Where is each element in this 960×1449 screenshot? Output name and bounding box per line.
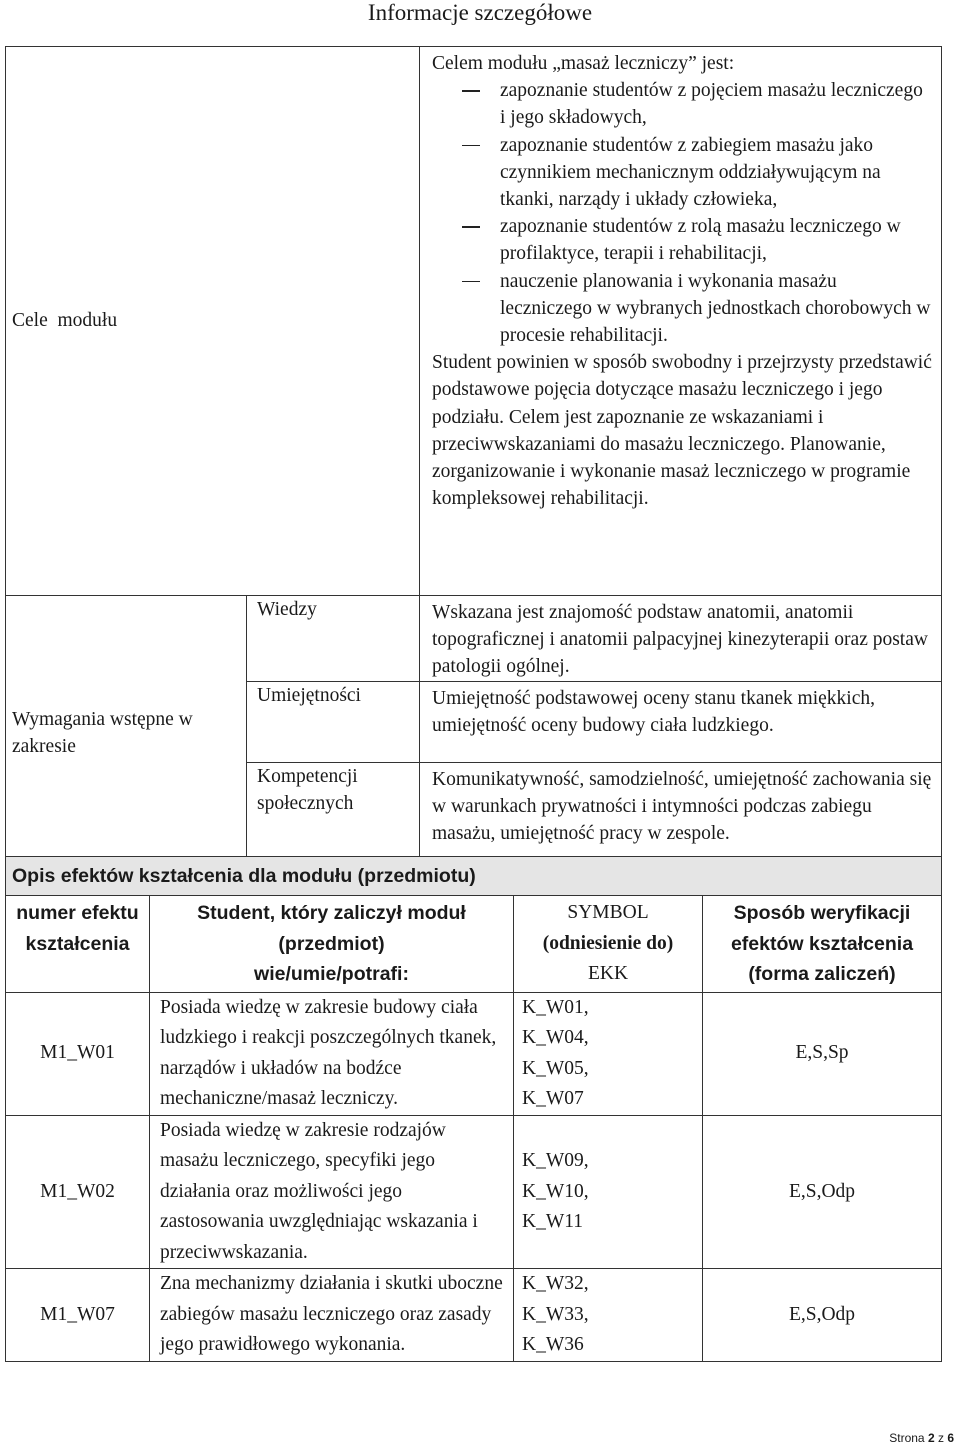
- outcome-verification: E,S,Odp: [703, 1115, 942, 1269]
- goals-list: [432, 77, 933, 349]
- prereq-category: Wiedzy: [247, 596, 420, 682]
- outcome-description: Zna mechanizmy działania i skutki uboczne zabiegów masażu leczniczego oraz zasady jego prawidłowego wykonania.: [150, 1269, 514, 1362]
- col-header-number: numer efektu kształcenia: [6, 896, 150, 993]
- module-info-table: [5, 46, 942, 872]
- col-header-symbol: SYMBOL (odniesienie do) EKK: [514, 896, 703, 993]
- col-header-verification: Sposób weryfikacji efektów kształcenia (forma zaliczeń): [703, 896, 942, 993]
- prereq-text: Komunikatywność, samodzielność, umiejętność zachowania się w warunkach prywatności i intymności podczas zabiegu masażu, umiejętność pracy w zespole.: [420, 762, 942, 871]
- prereq-text: Wskazana jest znajomość podstaw anatomii, anatomii topograficznej i anatomii palpacyjnej kinezyterapii oraz postaw patologii ogólnej.: [420, 596, 942, 682]
- goals-label-cell: [6, 47, 420, 596]
- goals-intro: Celem modułu „masaż leczniczy” jest:: [432, 53, 735, 74]
- goal-item: zapoznanie studentów z pojęciem masażu leczniczego i jego składowych,: [432, 77, 933, 131]
- outcome-number: M1_W02: [6, 1115, 150, 1269]
- goals-content-cell: [420, 47, 942, 596]
- outcome-description: Posiada wiedzę w zakresie rodzajów masażu leczniczego, specyfiki jego działania oraz możliwości jego zastosowania uwzględniając wskazania i przeciwwskazania.: [150, 1115, 514, 1269]
- goal-item: nauczenie planowania i wykonania masażu leczniczego w wybranych jednostkach chorobowych w procesie rehabilitacji.: [432, 268, 933, 350]
- prereq-category: Umiejętności: [247, 681, 420, 762]
- goals-label: Cele modułu: [12, 310, 118, 332]
- outcome-verification: E,S,Odp: [703, 1269, 942, 1362]
- outcomes-table: [5, 856, 942, 1362]
- goal-item: zapoznanie studentów z rolą masażu leczniczego w profilaktyce, terapii i rehabilitacji,: [432, 213, 933, 267]
- outcomes-heading: Opis efektów kształcenia dla modułu (przedmiotu): [6, 857, 942, 896]
- col-header-student: Student, który zaliczył moduł (przedmiot) wie/umie/potrafi:: [150, 896, 514, 993]
- goal-item: zapoznanie studentów z zabiegiem masażu jako czynnikiem mechanicznym oddziaływującym na tkanki, narządy i układy człowieka,: [432, 132, 933, 214]
- outcome-number: M1_W07: [6, 1269, 150, 1362]
- outcome-verification: E,S,Sp: [703, 992, 942, 1115]
- page-number: Strona 2 z 6: [889, 1431, 954, 1445]
- prereq-label: Wymagania wstępne w zakresie: [12, 709, 193, 758]
- prereq-category: Kompetencji społecznych: [247, 762, 420, 871]
- outcome-symbols: K_W01, K_W04, K_W05, K_W07: [514, 992, 703, 1115]
- goals-summary: Student powinien w sposób swobodny i przejrzysty przedstawić podstawowe pojęcia dotyczące masażu leczniczego i jego podziału. Celem jest zapoznanie ze wskazaniami i przeciwwskazaniami do masażu leczniczego. Planowanie, zorganizowanie i wykonanie masaż leczniczego w programie kompleksowej rehabilitacji.: [432, 352, 932, 510]
- outcome-description: Posiada wiedzę w zakresie budowy ciała ludzkiego i reakcji poszczególnych tkanek, narządów i układów na bodźce mechaniczne/masaż leczniczy.: [150, 992, 514, 1115]
- outcome-symbols: K_W32, K_W33, K_W36: [514, 1269, 703, 1362]
- outcome-symbols: K_W09, K_W10, K_W11: [514, 1115, 703, 1269]
- page-title: Informacje szczegółowe: [367, 0, 593, 25]
- outcome-number: M1_W01: [6, 992, 150, 1115]
- prereq-label-cell: [6, 596, 247, 872]
- prereq-text: Umiejętność podstawowej oceny stanu tkanek miękkich, umiejętność oceny budowy ciała ludzkiego.: [420, 681, 942, 762]
